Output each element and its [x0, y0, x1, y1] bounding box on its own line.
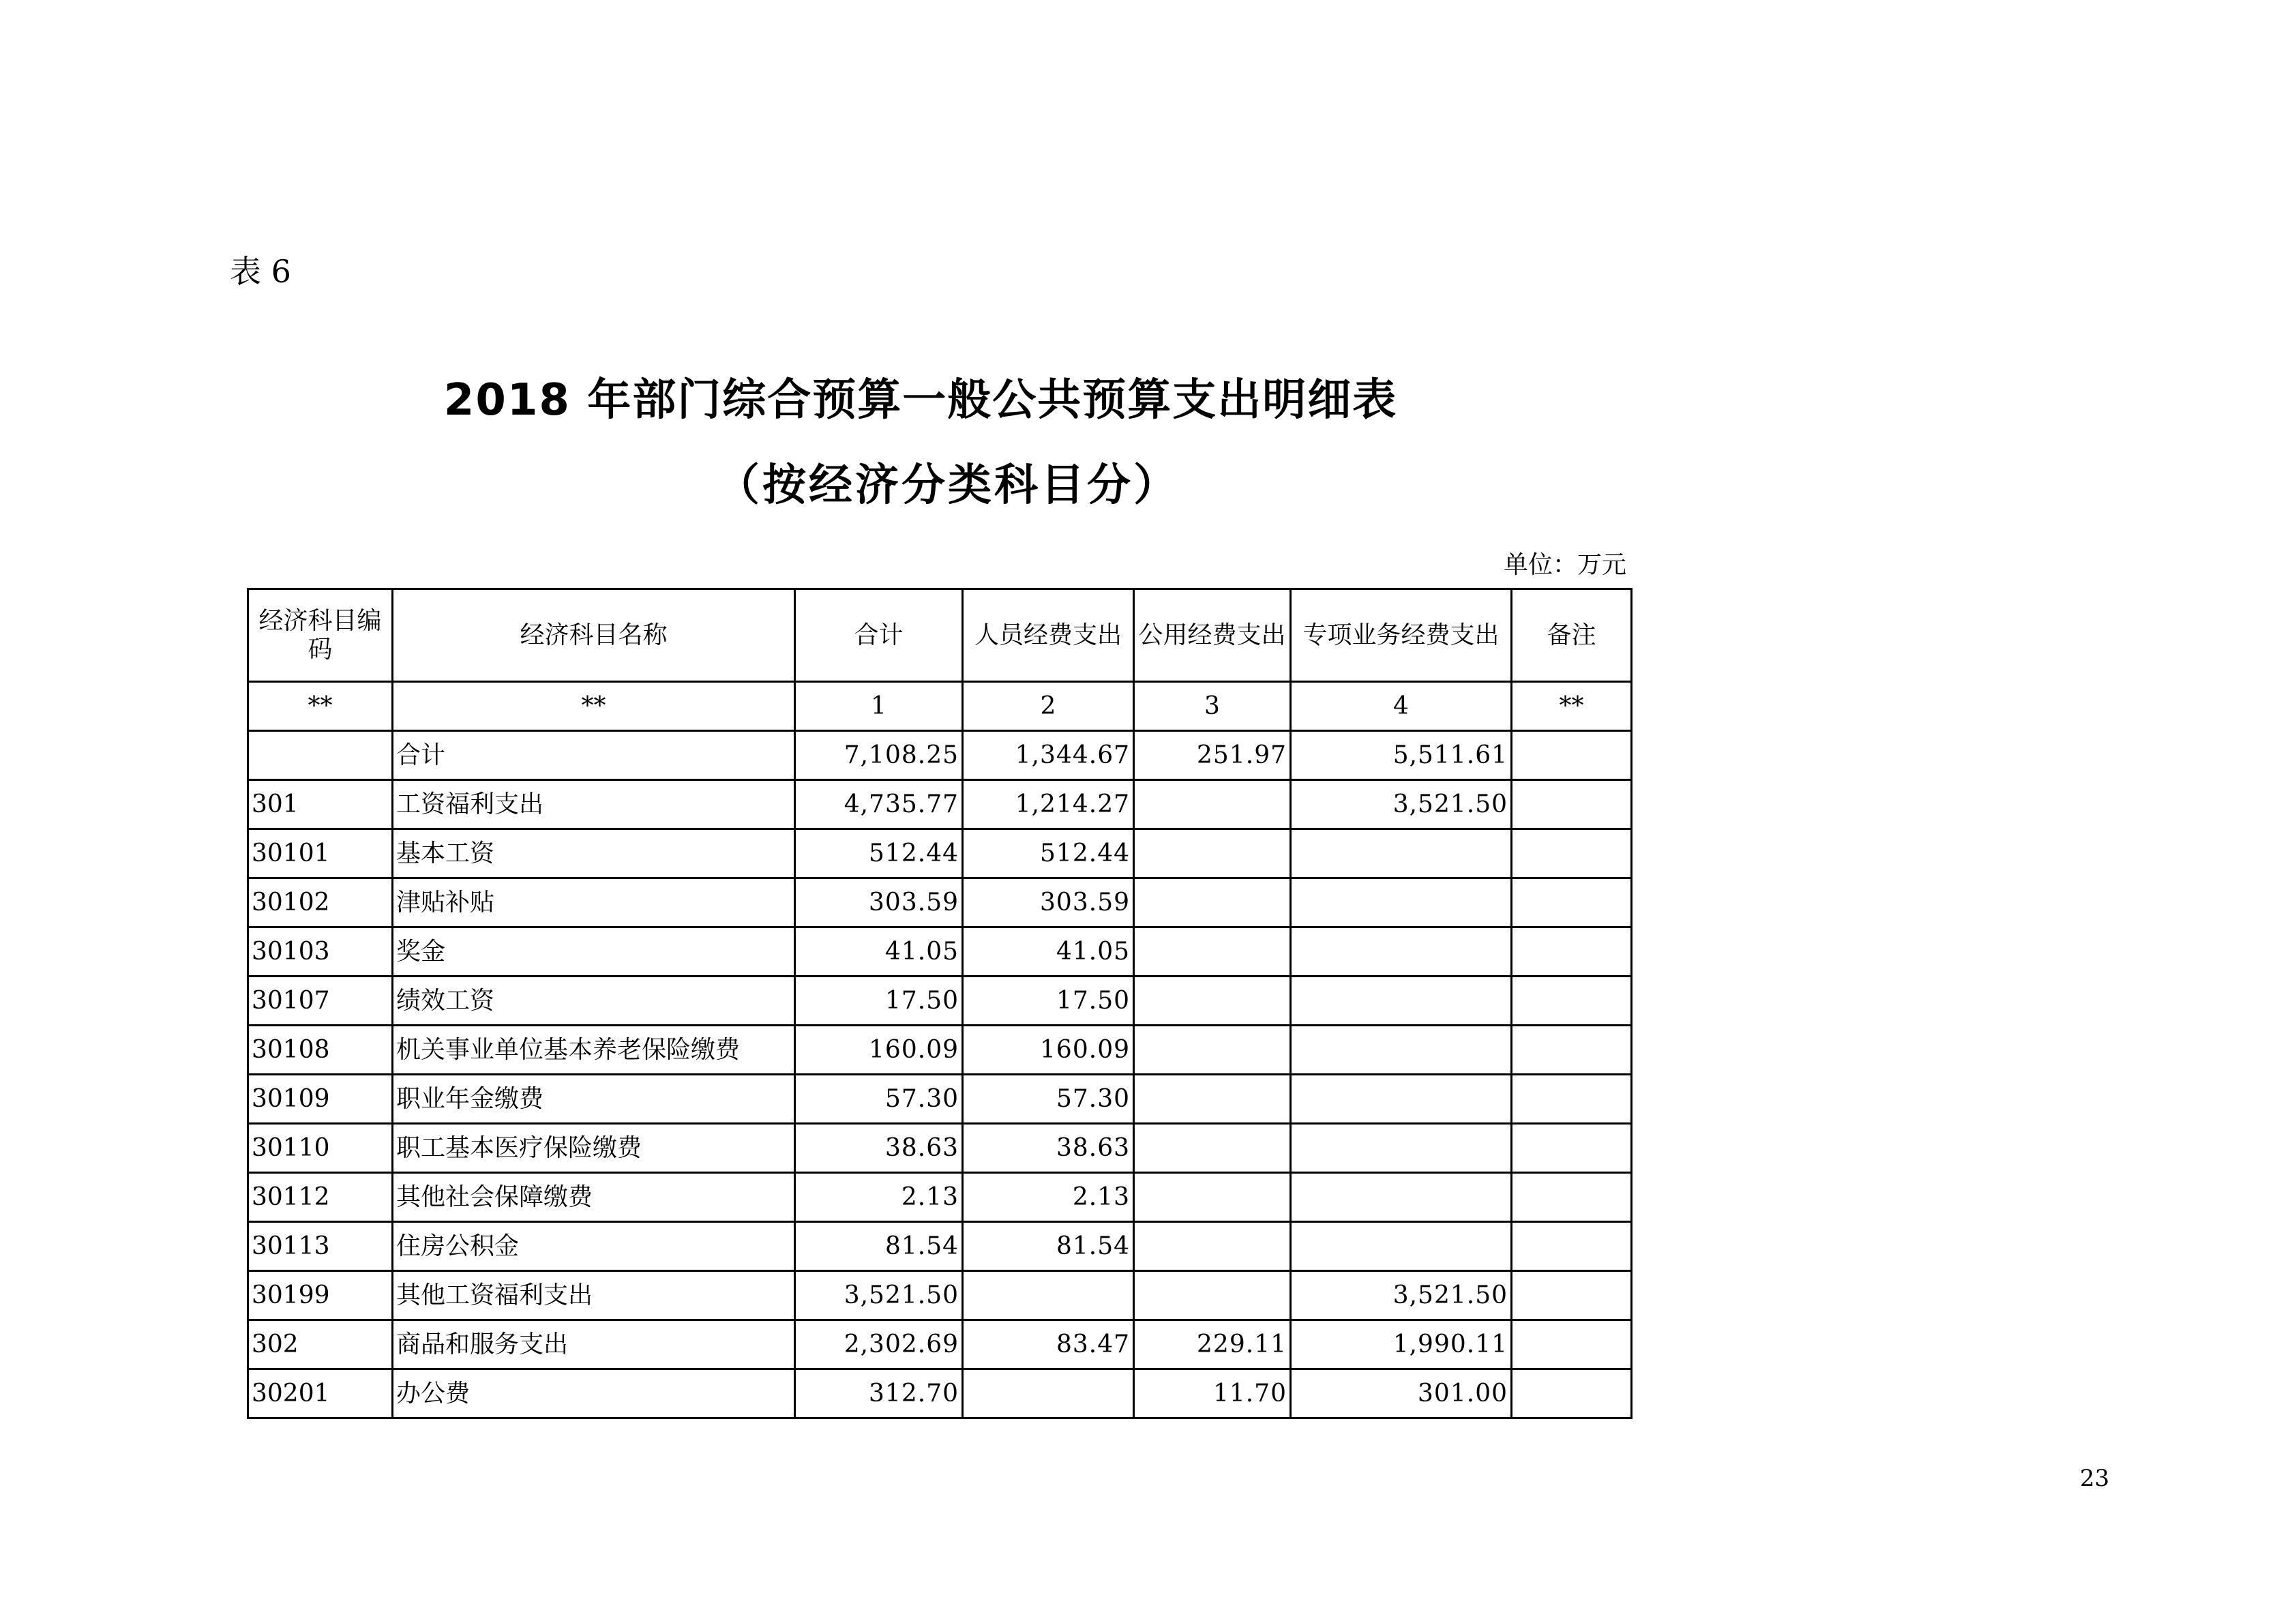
- table-row: [248, 977, 1632, 1026]
- total-cell: 512.44: [795, 829, 963, 878]
- note-cell: [1512, 1173, 1632, 1222]
- name-cell: 其他社会保障缴费: [393, 1173, 795, 1222]
- total-cell: 38.63: [795, 1124, 963, 1173]
- code-cell: 302: [248, 1320, 393, 1369]
- table-row: [248, 1271, 1632, 1320]
- column-index: **: [248, 682, 393, 731]
- code-cell: 301: [248, 780, 393, 829]
- special-cell: 3,521.50: [1291, 780, 1512, 829]
- total-cell: 303.59: [795, 878, 963, 927]
- personnel-cell: 160.09: [963, 1026, 1134, 1075]
- column-header: 经济科目名称: [393, 589, 795, 682]
- public-cell: [1134, 1173, 1291, 1222]
- name-cell: 基本工资: [393, 829, 795, 878]
- note-cell: [1512, 1075, 1632, 1124]
- name-cell: 职业年金缴费: [393, 1075, 795, 1124]
- column-index: 1: [795, 682, 963, 731]
- column-header: 备注: [1512, 589, 1632, 682]
- personnel-cell: 83.47: [963, 1320, 1134, 1369]
- special-cell: 301.00: [1291, 1369, 1512, 1418]
- special-cell: [1291, 829, 1512, 878]
- total-cell: 41.05: [795, 927, 963, 977]
- table-row: [248, 878, 1632, 927]
- column-header: 公用经费支出: [1134, 589, 1291, 682]
- page-number: 23: [2080, 1465, 2110, 1492]
- note-cell: [1512, 1124, 1632, 1173]
- total-cell: 81.54: [795, 1222, 963, 1271]
- column-index: **: [393, 682, 795, 731]
- note-cell: [1512, 780, 1632, 829]
- table-row: [248, 1173, 1632, 1222]
- name-cell: 商品和服务支出: [393, 1320, 795, 1369]
- code-cell: 30102: [248, 878, 393, 927]
- personnel-cell: 1,344.67: [963, 731, 1134, 780]
- code-cell: 30103: [248, 927, 393, 977]
- total-cell: 2.13: [795, 1173, 963, 1222]
- code-cell: 30199: [248, 1271, 393, 1320]
- column-index: **: [1512, 682, 1632, 731]
- table-row: [248, 731, 1632, 780]
- column-header: 专项业务经费支出: [1291, 589, 1512, 682]
- code-cell: 30112: [248, 1173, 393, 1222]
- table-label: 表 6: [230, 253, 291, 290]
- public-cell: 251.97: [1134, 731, 1291, 780]
- code-cell: 30107: [248, 977, 393, 1026]
- code-cell: 30108: [248, 1026, 393, 1075]
- table-row: [248, 1222, 1632, 1271]
- note-cell: [1512, 1222, 1632, 1271]
- table-row: [248, 1369, 1632, 1418]
- note-cell: [1512, 829, 1632, 878]
- total-cell: 17.50: [795, 977, 963, 1026]
- column-header: 经济科目编码: [248, 589, 393, 682]
- note-cell: [1512, 878, 1632, 927]
- code-cell: 30110: [248, 1124, 393, 1173]
- code-cell: 30101: [248, 829, 393, 878]
- special-cell: [1291, 1124, 1512, 1173]
- column-index-row: [248, 682, 1632, 731]
- special-cell: [1291, 927, 1512, 977]
- total-cell: 7,108.25: [795, 731, 963, 780]
- name-cell: 其他工资福利支出: [393, 1271, 795, 1320]
- name-cell: 津贴补贴: [393, 878, 795, 927]
- unit-label: 单位：万元: [1503, 551, 1626, 579]
- note-cell: [1512, 731, 1632, 780]
- table-row: [248, 780, 1632, 829]
- personnel-cell: 38.63: [963, 1124, 1134, 1173]
- total-cell: 312.70: [795, 1369, 963, 1418]
- name-cell: 奖金: [393, 927, 795, 977]
- budget-table: [247, 588, 1632, 1419]
- personnel-cell: [963, 1369, 1134, 1418]
- table-row: [248, 1124, 1632, 1173]
- public-cell: [1134, 1124, 1291, 1173]
- public-cell: [1134, 878, 1291, 927]
- code-cell: 30201: [248, 1369, 393, 1418]
- column-index: 2: [963, 682, 1134, 731]
- public-cell: 11.70: [1134, 1369, 1291, 1418]
- personnel-cell: 57.30: [963, 1075, 1134, 1124]
- public-cell: [1134, 1222, 1291, 1271]
- code-cell: [248, 731, 393, 780]
- name-cell: 职工基本医疗保险缴费: [393, 1124, 795, 1173]
- public-cell: [1134, 1075, 1291, 1124]
- column-header: 人员经费支出: [963, 589, 1134, 682]
- total-cell: 160.09: [795, 1026, 963, 1075]
- special-cell: [1291, 1075, 1512, 1124]
- public-cell: [1134, 1026, 1291, 1075]
- personnel-cell: 17.50: [963, 977, 1134, 1026]
- name-cell: 机关事业单位基本养老保险缴费: [393, 1026, 795, 1075]
- total-cell: 2,302.69: [795, 1320, 963, 1369]
- public-cell: [1134, 1271, 1291, 1320]
- personnel-cell: 81.54: [963, 1222, 1134, 1271]
- name-cell: 绩效工资: [393, 977, 795, 1026]
- total-cell: 3,521.50: [795, 1271, 963, 1320]
- table-header-row: [248, 589, 1632, 682]
- public-cell: [1134, 927, 1291, 977]
- special-cell: 1,990.11: [1291, 1320, 1512, 1369]
- public-cell: [1134, 780, 1291, 829]
- table-row: [248, 1320, 1632, 1369]
- total-cell: 4,735.77: [795, 780, 963, 829]
- page-title: 2018 年部门综合预算一般公共预算支出明细表: [443, 375, 1398, 426]
- special-cell: [1291, 1173, 1512, 1222]
- special-cell: 5,511.61: [1291, 731, 1512, 780]
- personnel-cell: 41.05: [963, 927, 1134, 977]
- table-row: [248, 1026, 1632, 1075]
- special-cell: [1291, 1222, 1512, 1271]
- code-cell: 30109: [248, 1075, 393, 1124]
- public-cell: [1134, 829, 1291, 878]
- personnel-cell: [963, 1271, 1134, 1320]
- personnel-cell: 2.13: [963, 1173, 1134, 1222]
- page-subtitle: （按经济分类科目分）: [716, 460, 1180, 511]
- note-cell: [1512, 927, 1632, 977]
- table-row: [248, 927, 1632, 977]
- column-index: 3: [1134, 682, 1291, 731]
- name-cell: 合计: [393, 731, 795, 780]
- public-cell: [1134, 977, 1291, 1026]
- table-row: [248, 1075, 1632, 1124]
- note-cell: [1512, 977, 1632, 1026]
- personnel-cell: 303.59: [963, 878, 1134, 927]
- special-cell: [1291, 1026, 1512, 1075]
- name-cell: 住房公积金: [393, 1222, 795, 1271]
- name-cell: 办公费: [393, 1369, 795, 1418]
- note-cell: [1512, 1320, 1632, 1369]
- special-cell: [1291, 878, 1512, 927]
- column-header: 合计: [795, 589, 963, 682]
- total-cell: 57.30: [795, 1075, 963, 1124]
- code-cell: 30113: [248, 1222, 393, 1271]
- name-cell: 工资福利支出: [393, 780, 795, 829]
- special-cell: [1291, 977, 1512, 1026]
- personnel-cell: 512.44: [963, 829, 1134, 878]
- column-index: 4: [1291, 682, 1512, 731]
- personnel-cell: 1,214.27: [963, 780, 1134, 829]
- special-cell: 3,521.50: [1291, 1271, 1512, 1320]
- note-cell: [1512, 1271, 1632, 1320]
- table-row: [248, 829, 1632, 878]
- public-cell: 229.11: [1134, 1320, 1291, 1369]
- note-cell: [1512, 1369, 1632, 1418]
- note-cell: [1512, 1026, 1632, 1075]
